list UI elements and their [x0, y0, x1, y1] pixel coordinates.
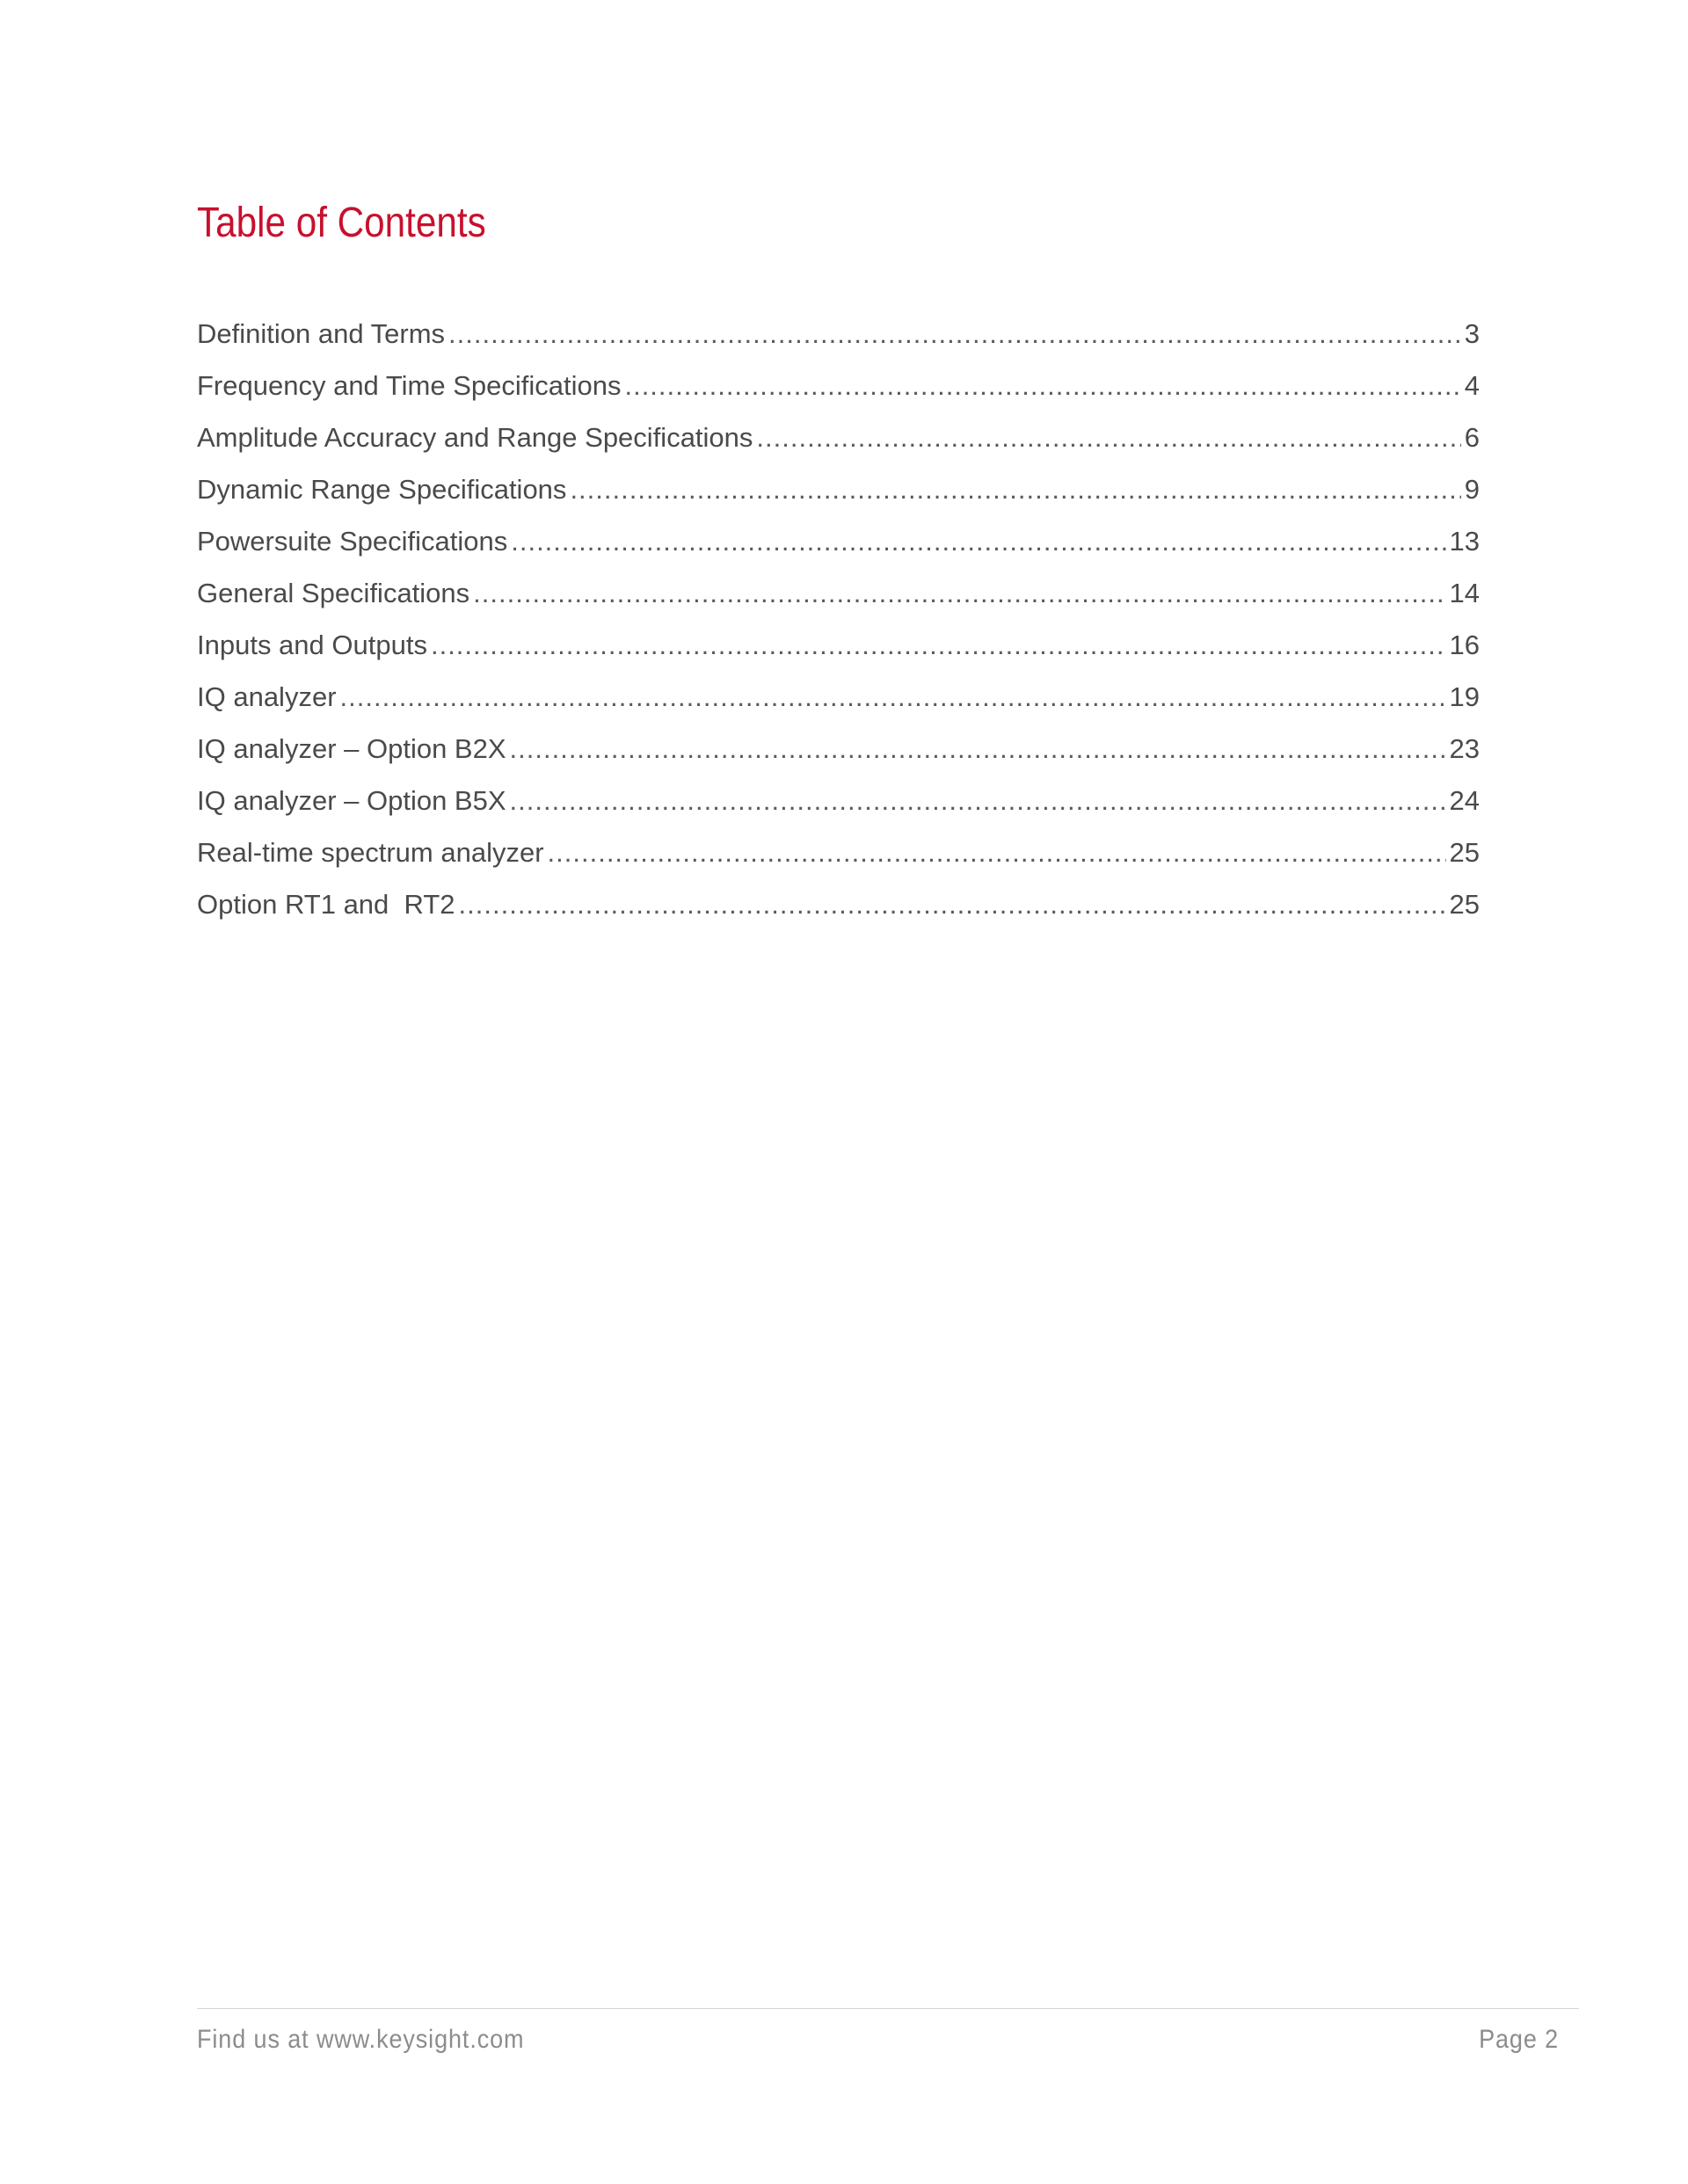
toc-entry-label[interactable]: Real-time spectrum analyzer: [197, 837, 544, 868]
toc-dot-leader: [510, 783, 1446, 819]
toc-entry-label[interactable]: Powersuite Specifications: [197, 526, 508, 557]
toc-entry[interactable]: [197, 316, 1480, 368]
toc-entry-page[interactable]: 6: [1464, 422, 1480, 453]
toc-entry-page[interactable]: 19: [1449, 681, 1480, 712]
toc-dot-leader: [548, 834, 1446, 871]
toc-entry[interactable]: [197, 783, 1480, 834]
footer-page-number: Page 2: [1479, 2025, 1559, 2054]
toc-entry[interactable]: [197, 471, 1480, 523]
table-of-contents: [197, 316, 1480, 938]
toc-dot-leader: [756, 419, 1460, 456]
toc-entry-label[interactable]: IQ analyzer – Option B2X: [197, 733, 506, 764]
toc-entry-label[interactable]: Dynamic Range Specifications: [197, 474, 567, 505]
toc-dot-leader: [340, 679, 1446, 716]
toc-dot-leader: [448, 316, 1461, 353]
toc-entry[interactable]: [197, 523, 1480, 575]
toc-entry-label[interactable]: Inputs and Outputs: [197, 630, 427, 660]
toc-dot-leader: [431, 627, 1446, 664]
toc-entry-page[interactable]: 4: [1464, 370, 1480, 401]
toc-entry[interactable]: [197, 731, 1480, 783]
footer-divider: [197, 2008, 1579, 2009]
toc-entry[interactable]: [197, 834, 1480, 886]
toc-dot-leader: [624, 368, 1460, 404]
toc-entry[interactable]: [197, 368, 1480, 419]
footer-website: Find us at www.keysight.com: [197, 2025, 525, 2054]
toc-entry-page[interactable]: 14: [1449, 578, 1480, 608]
toc-entry-page[interactable]: 9: [1464, 474, 1480, 505]
toc-entry[interactable]: [197, 419, 1480, 471]
toc-entry-label[interactable]: Frequency and Time Specifications: [197, 370, 622, 401]
toc-dot-leader: [473, 575, 1445, 612]
toc-entry[interactable]: [197, 679, 1480, 731]
toc-dot-leader: [510, 731, 1446, 768]
toc-entry-label[interactable]: IQ analyzer – Option B5X: [197, 785, 506, 816]
toc-entry-label[interactable]: IQ analyzer: [197, 681, 337, 712]
toc-entry[interactable]: [197, 886, 1480, 938]
toc-dot-leader: [511, 523, 1445, 560]
toc-entry-label[interactable]: Amplitude Accuracy and Range Specifications: [197, 422, 753, 453]
toc-entry[interactable]: [197, 627, 1480, 679]
toc-entry[interactable]: [197, 575, 1480, 627]
toc-dot-leader: [459, 886, 1446, 923]
toc-entry-page[interactable]: 23: [1449, 733, 1480, 764]
toc-entry-page[interactable]: 25: [1449, 837, 1480, 868]
toc-entry-page[interactable]: 3: [1464, 318, 1480, 349]
toc-entry-label[interactable]: Definition and Terms: [197, 318, 446, 349]
page-title: Table of Contents: [197, 200, 486, 246]
toc-entry-label[interactable]: General Specifications: [197, 578, 470, 608]
toc-entry-page[interactable]: 13: [1449, 526, 1480, 557]
toc-entry-page[interactable]: 25: [1449, 889, 1480, 920]
toc-dot-leader: [570, 471, 1460, 508]
toc-entry-label[interactable]: Option RT1 and RT2: [197, 889, 455, 920]
toc-entry-page[interactable]: 24: [1449, 785, 1480, 816]
toc-entry-page[interactable]: 16: [1449, 630, 1480, 660]
